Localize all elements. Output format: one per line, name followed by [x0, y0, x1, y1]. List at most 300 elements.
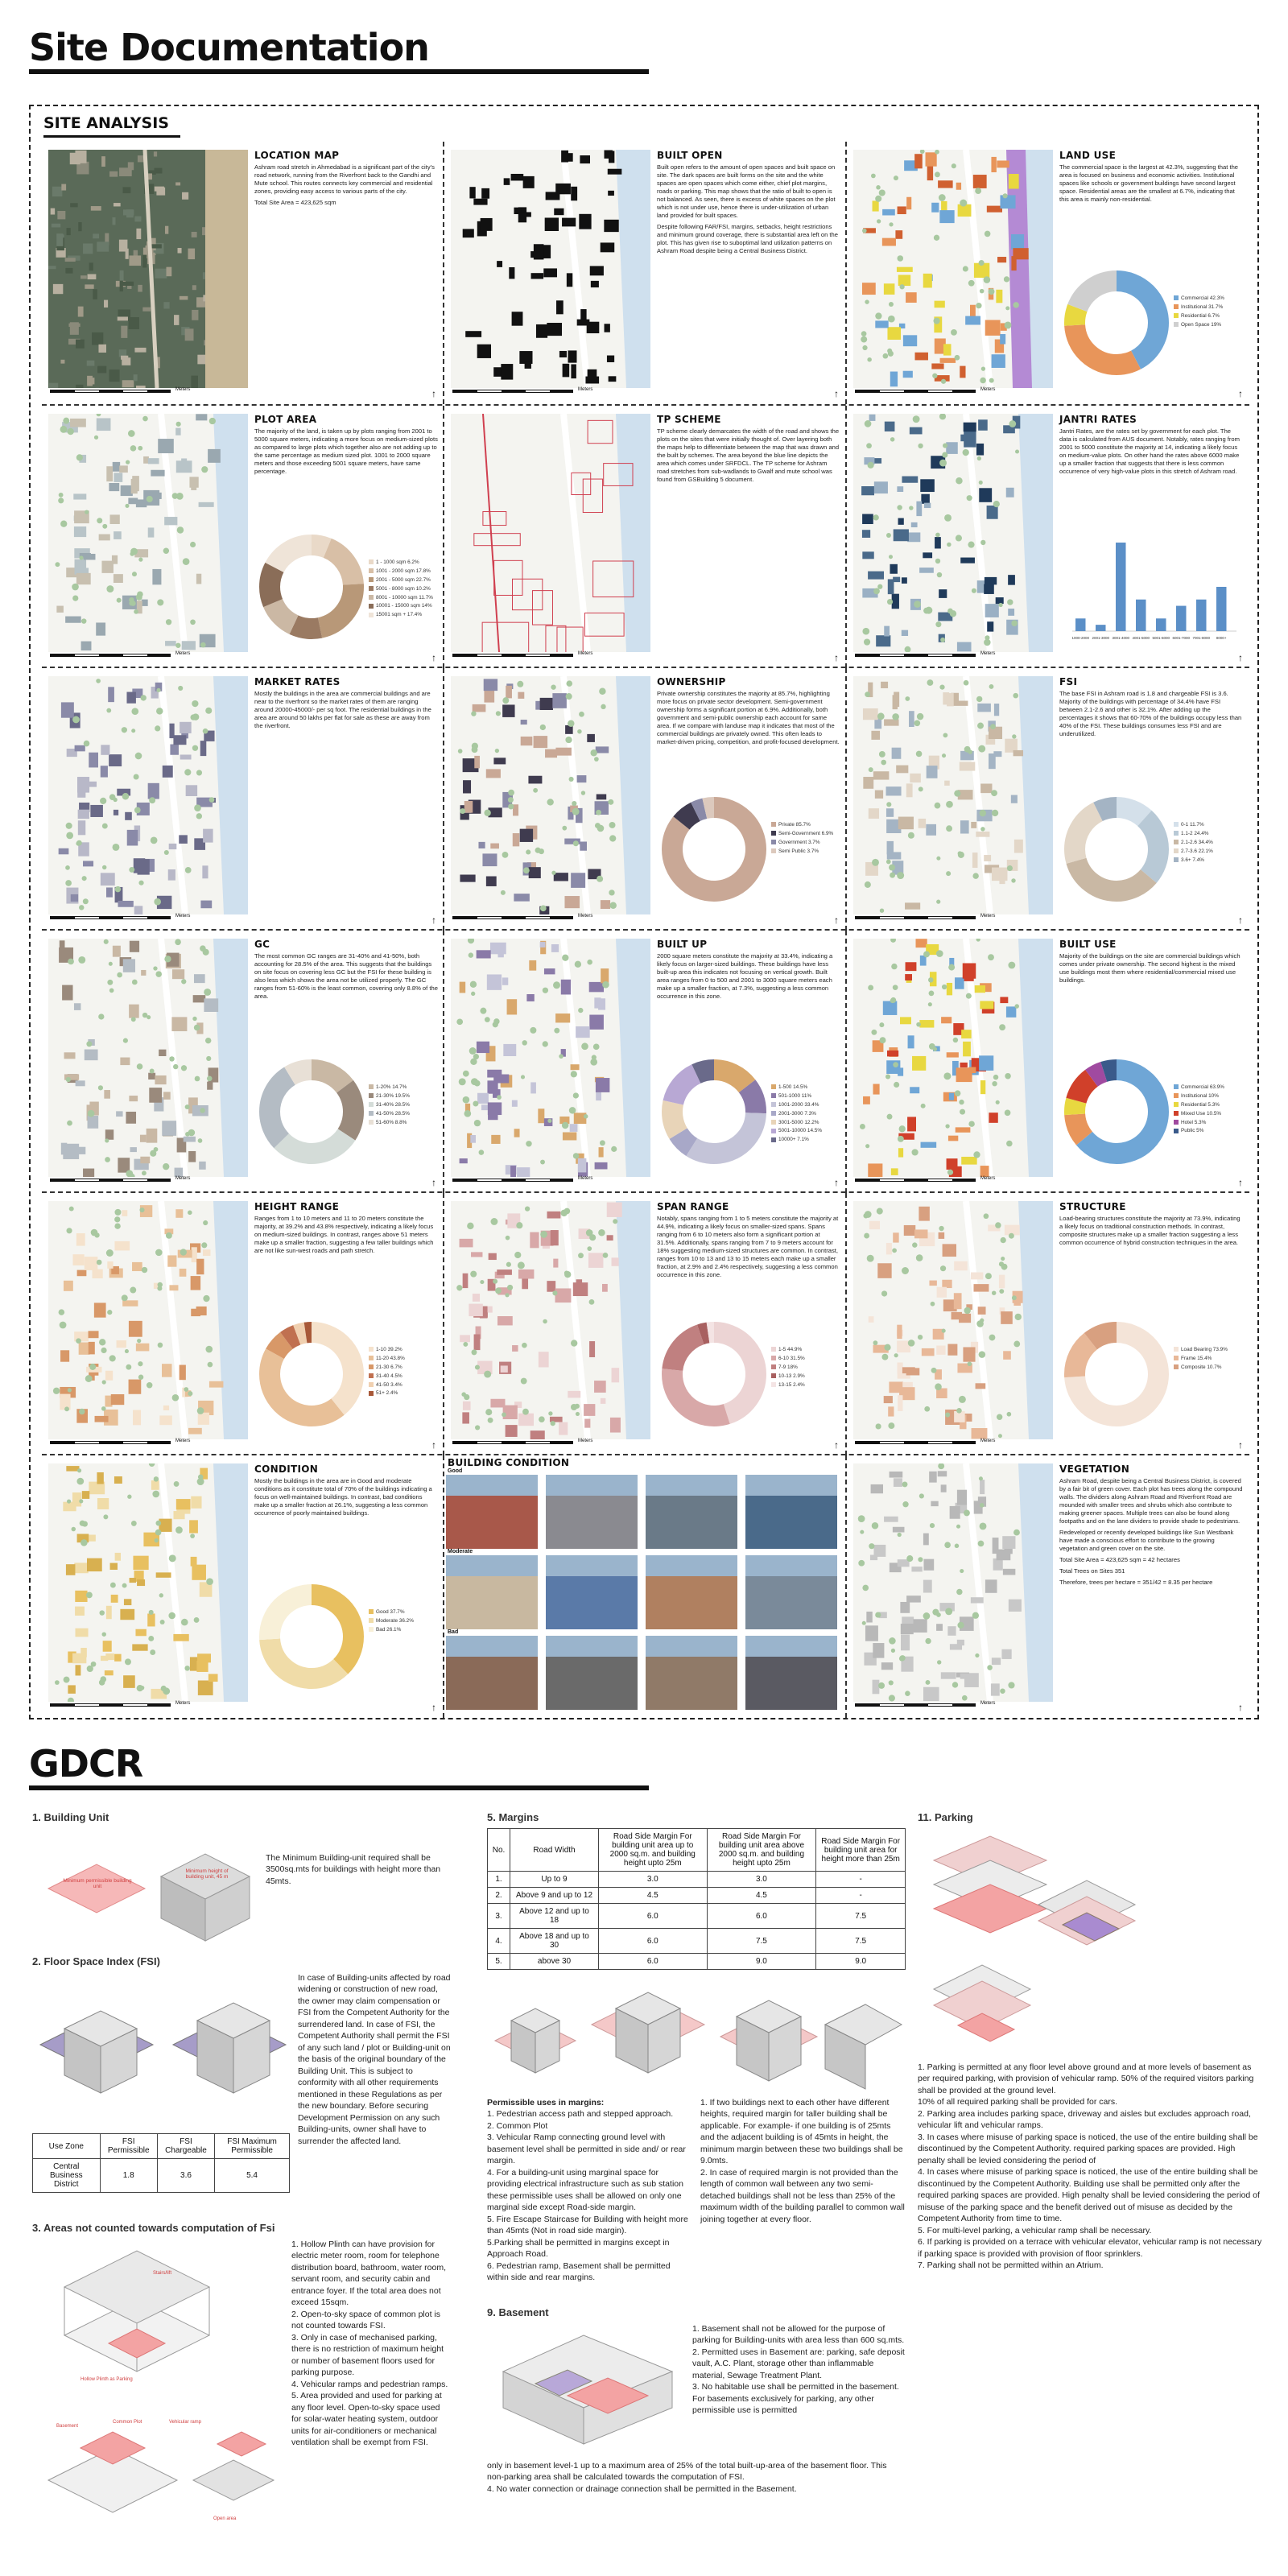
scale-label: Meters: [578, 1439, 593, 1443]
margins-table-cell: 9.0: [707, 1954, 816, 1970]
panel-paragraph: Load-bearing structures constitute the majority at 73.9%, indicating a likely focus on traditional construction methods. In contrast, composite structures make up a smaller fraction suggesting a less common occurrence of hybrid construction techniques in the area.: [1059, 1215, 1241, 1247]
margins-table-row: [488, 1929, 906, 1954]
parking-item: 5. For multi-level parking, a vehicular ramp shall be necessary.: [918, 2225, 1152, 2235]
scale-bar-graphic: [452, 916, 573, 919]
basement-item: 2. Permitted uses in Basement are: parking, safe deposit vault, A.C. Plant, storage other than inflammable material, Sewage Treatment Plant.: [692, 2347, 905, 2380]
areas-item: 5. Area provided and used for parking at any floor level. Open-to-sky space used for solar-water heating system, outdoor units for air-conditioners or mechanical ventilation shall be exempt from FSI.: [291, 2391, 442, 2448]
map-jantri-rates: [853, 414, 1053, 652]
panel-paragraph: Total Trees on Sites 351: [1059, 1567, 1125, 1575]
panel-title: HEIGHT RANGE: [254, 1201, 340, 1212]
panel-paragraph: 2000 square meters constitute the majority at 33.4%, indicating a likely focus on larger-sized buildings. These buildings have less built-up area this indicates not focusing on vertical growth. Built area ranges from 0 to 500 and 2001 to 3000 square meters each make up a smaller fraction, at 7.3%, suggesting a less common occurrence in this zone.: [657, 952, 833, 1001]
parking-item: 7. Parking shall not be permitted within an Atrium.: [918, 2260, 1104, 2271]
donut-chart: [1064, 1322, 1169, 1426]
bar: [1156, 618, 1166, 631]
scale-bar: [855, 1703, 1048, 1711]
scale-bar: [452, 1441, 646, 1449]
panel-title: LOCATION MAP: [254, 150, 340, 161]
margins-table-cell: 7.5: [816, 1904, 906, 1929]
bar-tick-label: 5001-6000: [1152, 636, 1170, 640]
scale-label: Meters: [980, 651, 996, 656]
map-gc: [48, 939, 248, 1177]
legend-swatch: [1174, 313, 1179, 318]
panel-fsi: [847, 668, 1249, 931]
chart-legend: [1174, 295, 1224, 330]
panel-plot-area: [42, 406, 444, 668]
panel-paragraph: Therefore, trees per hectare = 351/42 = 8.35 per hectare: [1059, 1579, 1213, 1587]
panel-body: [254, 690, 438, 730]
legend-item: [369, 1364, 405, 1373]
north-arrow-icon: ↑: [834, 652, 839, 663]
legend-item: [369, 1381, 405, 1390]
panel-market-rates: [42, 668, 444, 931]
map-market-rates: [48, 676, 248, 914]
legend-label: Institutional 10%: [1181, 1092, 1219, 1099]
panel-text: [254, 150, 438, 210]
chart-legend: [1174, 1084, 1224, 1136]
margins-table-cell: Up to 9: [510, 1872, 599, 1888]
panel-text: [1059, 1201, 1243, 1250]
site-map: [853, 1201, 1053, 1439]
legend-item: [771, 1119, 822, 1128]
panel-body: [254, 952, 438, 1001]
panel-text: [657, 414, 840, 487]
legend-item: [369, 568, 433, 576]
north-arrow-icon: ↑: [834, 1177, 839, 1188]
site-analysis-underline: [43, 135, 180, 138]
scale-label: Meters: [175, 387, 191, 392]
north-arrow-icon: ↑: [431, 914, 436, 926]
legend-swatch: [369, 613, 374, 617]
scale-label: Meters: [980, 1439, 996, 1443]
legend-label: Good 37.7%: [376, 1609, 405, 1615]
donut-chart: [662, 1059, 766, 1164]
legend-item: [771, 1381, 805, 1390]
legend-swatch: [1174, 831, 1179, 836]
panel-chart: [259, 1314, 436, 1435]
legend-swatch: [771, 840, 776, 844]
legend-item: [1174, 321, 1224, 330]
site-map: [48, 1463, 248, 1702]
chart-legend: [1174, 1346, 1228, 1373]
legend-label: 1 - 1000 sqm 6.2%: [376, 559, 419, 565]
margins-table-cell: 4.5: [707, 1888, 816, 1904]
legend-label: 41-50% 28.5%: [376, 1110, 410, 1117]
panel-jantri-rates: [847, 406, 1249, 668]
gdcr-column-1: [32, 1811, 451, 2545]
legend-label: Private 85.7%: [778, 822, 811, 828]
panel-paragraph: The base FSI in Ashram road is 1.8 and chargeable FSI is 3.6. Majority of the buildings with percentage of 34.4% have FSI between 2.1-2.6 and other is 32.1%. After adding up the percentages it shows that 60-70% of the buildings occupy less than 40% of the FSI. These buildings consumes less FSI and are underutilized.: [1059, 690, 1242, 738]
margins-use-item: 3. Vehicular Ramp connecting ground level with basement level shall be permitted in side and/ or rear margin.: [487, 2132, 686, 2166]
legend-swatch: [369, 1084, 374, 1089]
panel-body: [657, 427, 840, 484]
legend-label: 3001-5000 12.2%: [778, 1119, 819, 1125]
legend-swatch: [1174, 304, 1179, 309]
panel-chart: [662, 789, 839, 910]
margins-use-item: 1. Pedestrian access path and stepped approach.: [487, 2109, 674, 2120]
legend-label: 1-5 44.9%: [778, 1347, 803, 1352]
legend-item: [369, 1110, 410, 1119]
fsi-table-header: Use Zone: [33, 2134, 101, 2159]
north-arrow-icon: ↑: [1238, 388, 1243, 399]
panel-paragraph: Despite following FAR/FSI, margins, setbacks, height restrictions and minimum ground coverage, there is substantial area left on the plot. This has given rise to suboptimal land utilization patterns on Ashram Road despite being a Central Business District.: [657, 223, 838, 255]
map-condition: [48, 1463, 248, 1702]
scale-bar-graphic: [452, 1441, 573, 1444]
fsi-table-cell: 1.8: [100, 2159, 157, 2193]
legend-swatch: [369, 1382, 374, 1387]
fsi-iso: [32, 1972, 298, 2125]
fsi-section: [32, 1972, 451, 2222]
parking-item: 6. If parking is provided on a terrace with vehicular elevator, vehicular ramp is not necessary if parking space is provided with provision of floor sprinklers.: [918, 2237, 1262, 2259]
legend-item: [771, 830, 833, 839]
legend-label: 1.1-2 24.4%: [1181, 830, 1209, 836]
panel-title: LAND USE: [1059, 150, 1117, 161]
legend-item: [1174, 821, 1213, 830]
scale-label: Meters: [175, 1701, 191, 1706]
bar-tick-label: 7001-8000: [1192, 636, 1211, 640]
legend-item: [771, 1110, 822, 1119]
site-map: [48, 1201, 248, 1439]
building-photo: [745, 1475, 837, 1549]
legend-label: 51-60% 8.8%: [376, 1119, 407, 1125]
basement-item: 3. No habitable use shall be permitted in the basement. For basements exclusively for parking, any other permissible use is permitted: [692, 2382, 899, 2416]
legend-item: [771, 1364, 805, 1373]
margins-table-header: Road Side Margin For building unit area up to 2000 sq.m. and building height upto 25m: [599, 1829, 708, 1872]
building-unit-text: The Minimum Building-unit required shall be 3500sq.mts for buildings with height more than 45mts.: [266, 1853, 441, 1886]
legend-label: 2001-3000 7.3%: [778, 1110, 816, 1117]
bar: [1216, 587, 1227, 631]
legend-label: 10001 - 15000 sqm 14%: [376, 603, 432, 609]
chart-legend: [771, 821, 833, 857]
scale-bar: [452, 916, 646, 924]
map-span-range: [451, 1201, 650, 1439]
fsi-table: [32, 2133, 290, 2193]
panel-paragraph: Mostly the buildings in the area are in Good and moderate conditions as it constitute total of 70% of the buildings indicating a focus on well-maintained buildings. In contrast, bad conditions make up a smaller fraction at 26.1%, suggesting a less common occurrence of poorly maintained buildings.: [254, 1477, 432, 1517]
legend-item: [369, 1084, 410, 1092]
parking-item: 4. In cases where misuse of parking space is noticed, the use of the entire building shall be discontinued by the Competent Authority. Building use shall be permitted only after the required parking spaces are provided. High penalty shall be levied considering the period of misuse of the parking space and the benefit derived out of misuse as decided by the Competent Authority from time to time.: [918, 2167, 1260, 2224]
site-analysis-title: SITE ANALYSIS: [43, 114, 169, 132]
legend-label: 0-1 11.7%: [1181, 822, 1204, 828]
panel-paragraph: Jantri Rates, are the rates set by government for each plot. The data is calculated from AUS document. Notably, rates ranging from 2001 to 5000 constitute the majority at 14, indicating a likely focus on medium-value plots. On other hand the rates above 6000 make up a smaller fraction that suggests that there is less common occurrence of very high-value plots in this stretch of Ashram road.: [1059, 427, 1240, 476]
areas-item: 2. Open-to-sky space of common plot is not counted towards FSI.: [291, 2309, 440, 2331]
fsi-title: 2. Floor Space Index (FSI): [32, 1955, 160, 1967]
areas-label-4: Vehicular ramp: [169, 2420, 202, 2425]
legend-swatch: [369, 1627, 374, 1632]
panel-title: OWNERSHIP: [657, 676, 726, 687]
legend-item: [1174, 1346, 1228, 1355]
panel-title: BUILT UP: [657, 939, 708, 950]
legend-swatch: [771, 1111, 776, 1116]
margins-notes: [700, 2097, 906, 2225]
donut-chart: [662, 797, 766, 902]
scale-bar: [50, 387, 243, 398]
legend-label: Semi-Government 6.9%: [778, 830, 834, 836]
bar: [1196, 600, 1207, 631]
panel-body: [657, 1215, 840, 1279]
building-photo: [446, 1475, 538, 1549]
legend-swatch: [771, 1102, 776, 1107]
legend-label: Open Space 19%: [1181, 321, 1222, 328]
margins-table-row: [488, 1954, 906, 1970]
map-tp-scheme: [451, 414, 650, 652]
panel-chart: [1064, 1051, 1241, 1172]
panel-paragraph: The most common GC ranges are 31-40% and 41-50%, both accounting for 28.5% of the area. This suggests that the buildings on site focus on covering less GC but the FSI for these building is also less which shows the area not be utilized properly. The GC ranges from 51-60% is the least common, covering only 8.8% of the area.: [254, 952, 438, 1001]
legend-label: 21-30 6.7%: [376, 1364, 402, 1370]
site-map: [853, 939, 1053, 1177]
legend-label: 5001-10000 14.5%: [778, 1128, 823, 1134]
building-photo: [646, 1555, 737, 1629]
legend-label: 1001-2000 33.4%: [778, 1101, 819, 1108]
legend-label: Public 5%: [1181, 1128, 1204, 1134]
panel-text: [657, 1201, 840, 1282]
panel-text: [1059, 939, 1243, 988]
legend-item: [771, 1084, 822, 1092]
building-photo: [546, 1475, 638, 1549]
legend-label: Residential 5.3%: [1181, 1101, 1220, 1108]
analysis-row: [42, 1191, 1249, 1454]
legend-item: [771, 1373, 805, 1381]
areas-label-3: Common Plot: [113, 2420, 142, 2425]
building-photo: [546, 1636, 638, 1710]
legend-label: Frame 15.4%: [1181, 1355, 1212, 1361]
basement-item: 1. Basement shall not be allowed for the purpose of parking for Building-units with area less than 600 sq.mts.: [692, 2324, 905, 2346]
legend-label: 1001 - 2000 sqm 17.8%: [376, 568, 431, 574]
scale-bar-graphic: [855, 1179, 976, 1182]
margins-use-item: 2. Common Plot: [487, 2120, 548, 2131]
legend-label: 10-13 2.9%: [778, 1373, 805, 1379]
legend-item: [771, 821, 833, 830]
gdcr-underline: [29, 1785, 649, 1790]
bar: [1136, 600, 1146, 631]
margins-table-cell: 7.5: [816, 1929, 906, 1954]
legend-label: 31-40% 28.5%: [376, 1101, 410, 1108]
scale-bar-graphic: [452, 1179, 573, 1182]
panel-body: [254, 427, 438, 476]
basement-section: [487, 2323, 906, 2460]
panel-body: [1059, 952, 1243, 985]
legend-label: 15001 sqm + 17.4%: [376, 612, 423, 618]
panel-text: [254, 676, 438, 733]
map-location-map: [48, 150, 248, 388]
legend-swatch: [369, 559, 374, 564]
building-photo: [745, 1555, 837, 1629]
legend-item: [771, 1136, 822, 1145]
scale-bar: [50, 1703, 243, 1711]
panel-span-range: [444, 1193, 847, 1455]
legend-swatch: [771, 1137, 776, 1142]
margins-table-cell: 2.: [488, 1888, 510, 1904]
basement-continued: [487, 2460, 906, 2495]
legend-swatch: [369, 1609, 374, 1614]
legend-label: Institutional 31.7%: [1181, 303, 1224, 310]
legend-item: [369, 1119, 410, 1128]
panel-paragraph: Built open refers to the amount of open spaces and built space on site. The dark spaces are built forms on the site and the white spaces are open spaces which come either, chief plot margins, roads or parking. This map shows that the ratio of built to open is not balanced. As seen, there is excess of white spaces on the plot which is not under use, hence there is under-utilization of urban land provided for built spaces.: [657, 163, 836, 220]
legend-item: [1174, 1101, 1224, 1110]
panel-paragraph: TP scheme clearly demarcates the width of the road and shows the plots on the sites that were initially thought of. Over layering both the maps help to differentiate between the map that was drawn and the built by schemes. The area beyond the blue line depicts the area which comes under SRFDCL. The TP scheme for Ashram road stretches from sub-wadlands to Gwalf and mute school was found from GSBuilding 5 document.: [657, 427, 840, 484]
legend-label: 6-10 31.5%: [778, 1355, 805, 1361]
legend-swatch: [771, 1084, 776, 1089]
bar: [1096, 625, 1106, 631]
north-arrow-icon: ↑: [834, 914, 839, 926]
legend-swatch: [369, 1391, 374, 1396]
legend-label: Moderate 36.2%: [376, 1617, 414, 1624]
margins-iso: [487, 1976, 906, 2097]
bar-tick-label: 2001-3000: [1092, 636, 1110, 640]
panel-text: [1059, 414, 1243, 479]
condition-tag: Good: [448, 1468, 463, 1474]
margins-use-item: 6. Pedestrian ramp, Basement shall be permitted within side and rear margins.: [487, 2260, 671, 2283]
map-built-use: [853, 939, 1053, 1177]
legend-label: 2.7-3.6 22.1%: [1181, 848, 1213, 854]
legend-item: [369, 1373, 405, 1381]
basement-title: 9. Basement: [487, 2306, 549, 2318]
scale-label: Meters: [578, 1176, 593, 1181]
fsi-table-header: FSI Maximum Permissible: [215, 2134, 290, 2159]
margins-table-cell: above 30: [510, 1954, 599, 1970]
donut-chart: [259, 1322, 364, 1426]
scale-bar: [855, 1441, 1048, 1449]
legend-item: [1174, 1364, 1228, 1373]
chart-legend: [369, 559, 433, 620]
panel-body: [1059, 163, 1243, 204]
margins-table-header: No.: [488, 1829, 510, 1872]
legend-item: [1174, 839, 1213, 848]
margins-table-cell: 5.: [488, 1954, 510, 1970]
legend-swatch: [771, 1364, 776, 1369]
panel-body: [657, 952, 840, 1001]
legend-swatch: [369, 1356, 374, 1360]
legend-swatch: [1174, 1093, 1179, 1098]
margins-table-cell: 9.0: [816, 1954, 906, 1970]
legend-swatch: [1174, 1356, 1179, 1360]
margins-table-row: [488, 1872, 906, 1888]
margins-table-cell: 7.5: [707, 1929, 816, 1954]
panel-text: [254, 1201, 438, 1258]
legend-swatch: [771, 822, 776, 827]
margins-table-cell: 6.0: [707, 1904, 816, 1929]
panel-paragraph: Private ownership constitutes the majority at 85.7%, highlighting more focus on private sector development. Semi-government ownership forms a significant portion at 6.9%. Additionally, both government and semi-public ownership each account for same area. If we compare with landuse map it indicates that most of the commercial buildings are privately owned. This often leads to market-driven pricing, competition, and profit-focused development.: [657, 690, 840, 746]
north-arrow-icon: ↑: [834, 388, 839, 399]
legend-item: [369, 1355, 405, 1364]
legend-item: [771, 848, 833, 857]
bar: [1075, 618, 1086, 631]
areas-title: 3. Areas not counted towards computation of Fsi: [32, 2222, 275, 2234]
legend-label: 10000+ 7.1%: [778, 1137, 809, 1143]
panel-text: [1059, 150, 1243, 207]
bar-tick-label: 3001-4000: [1112, 636, 1130, 640]
panel-text: [254, 939, 438, 1004]
scale-bar: [855, 651, 1048, 662]
legend-item: [369, 594, 433, 603]
fsi-table-header: FSI Chargeable: [157, 2134, 214, 2159]
panel-title: SPAN RANGE: [657, 1201, 729, 1212]
legend-item: [369, 611, 433, 620]
map-fsi: [853, 676, 1053, 914]
margins-uses: [487, 2097, 688, 2284]
legend-swatch: [1174, 857, 1179, 862]
panel-text: [657, 939, 840, 1004]
basement-iso: [487, 2323, 688, 2452]
scale-label: Meters: [175, 914, 191, 919]
legend-label: Load Bearing 73.9%: [1181, 1347, 1228, 1352]
legend-swatch: [369, 568, 374, 573]
panel-body: [657, 690, 840, 746]
analysis-row: [42, 404, 1249, 667]
margins-table-cell: 4.5: [599, 1888, 708, 1904]
donut-chart: [1064, 1059, 1169, 1164]
margins-table-cell: 6.0: [599, 1954, 708, 1970]
legend-swatch: [369, 1120, 374, 1125]
legend-item: [1174, 857, 1213, 865]
legend-label: 13-15 2.4%: [778, 1381, 805, 1388]
panel-text: [1059, 1463, 1243, 1590]
legend-swatch: [771, 831, 776, 836]
scale-bar: [50, 916, 243, 924]
areas-section: [32, 2239, 451, 2545]
legend-label: 8001 - 10000 sqm 11.7%: [376, 594, 433, 601]
legend-swatch: [1174, 1129, 1179, 1133]
legend-item: [369, 1608, 414, 1617]
scale-bar-graphic: [50, 654, 171, 657]
legend-item: [369, 602, 433, 611]
panel-body: [254, 163, 438, 207]
legend-item: [369, 1092, 410, 1101]
legend-item: [771, 1127, 822, 1136]
margins-table-cell: -: [816, 1888, 906, 1904]
panel-location-map: [42, 142, 444, 404]
panel-height-range: [42, 1193, 444, 1455]
panel-title: BUILT USE: [1059, 939, 1117, 950]
north-arrow-icon: ↑: [431, 652, 436, 663]
areas-label-5: Open area: [213, 2516, 237, 2521]
legend-swatch: [1174, 295, 1179, 300]
panel-structure: [847, 1193, 1249, 1455]
legend-item: [771, 1355, 805, 1364]
legend-swatch: [369, 1373, 374, 1378]
scale-bar-graphic: [855, 654, 976, 657]
scale-bar-graphic: [452, 390, 573, 393]
areas-item: 4. Vehicular ramps and pedestrian ramps.: [291, 2379, 448, 2389]
legend-item: [1174, 1092, 1224, 1101]
donut-chart: [1064, 797, 1169, 902]
building-unit-label-a: Minimum permissible building unit: [63, 1878, 132, 1889]
panel-chart: [1064, 789, 1241, 910]
donut-chart: [259, 1059, 364, 1164]
legend-label: Composite 10.7%: [1181, 1364, 1222, 1370]
scale-bar-graphic: [50, 390, 171, 393]
map-built-up: [451, 939, 650, 1177]
legend-swatch: [1174, 1111, 1179, 1116]
legend-item: [1174, 295, 1224, 303]
fsi-table-header: FSI Permissible: [100, 2134, 157, 2159]
panel-land-use: [847, 142, 1249, 404]
bar: [1176, 606, 1187, 631]
scale-bar: [855, 916, 1048, 924]
legend-swatch: [369, 595, 374, 600]
site-map: [853, 414, 1053, 652]
parking-item: 10% of all required parking shall be provided for cars.: [918, 2097, 1118, 2107]
donut-chart: [259, 535, 364, 639]
panel-text: [254, 414, 438, 479]
parking-title: 11. Parking: [918, 1811, 973, 1823]
chart-legend: [369, 1608, 414, 1635]
scale-label: Meters: [175, 1176, 191, 1181]
margins-table-cell: Above 9 and up to 12: [510, 1888, 599, 1904]
legend-swatch: [369, 1347, 374, 1352]
donut-chart: [662, 1322, 766, 1426]
parking-list: [918, 2062, 1264, 2272]
gdcr-column-3: [918, 1811, 1264, 2272]
legend-swatch: [771, 1347, 776, 1352]
